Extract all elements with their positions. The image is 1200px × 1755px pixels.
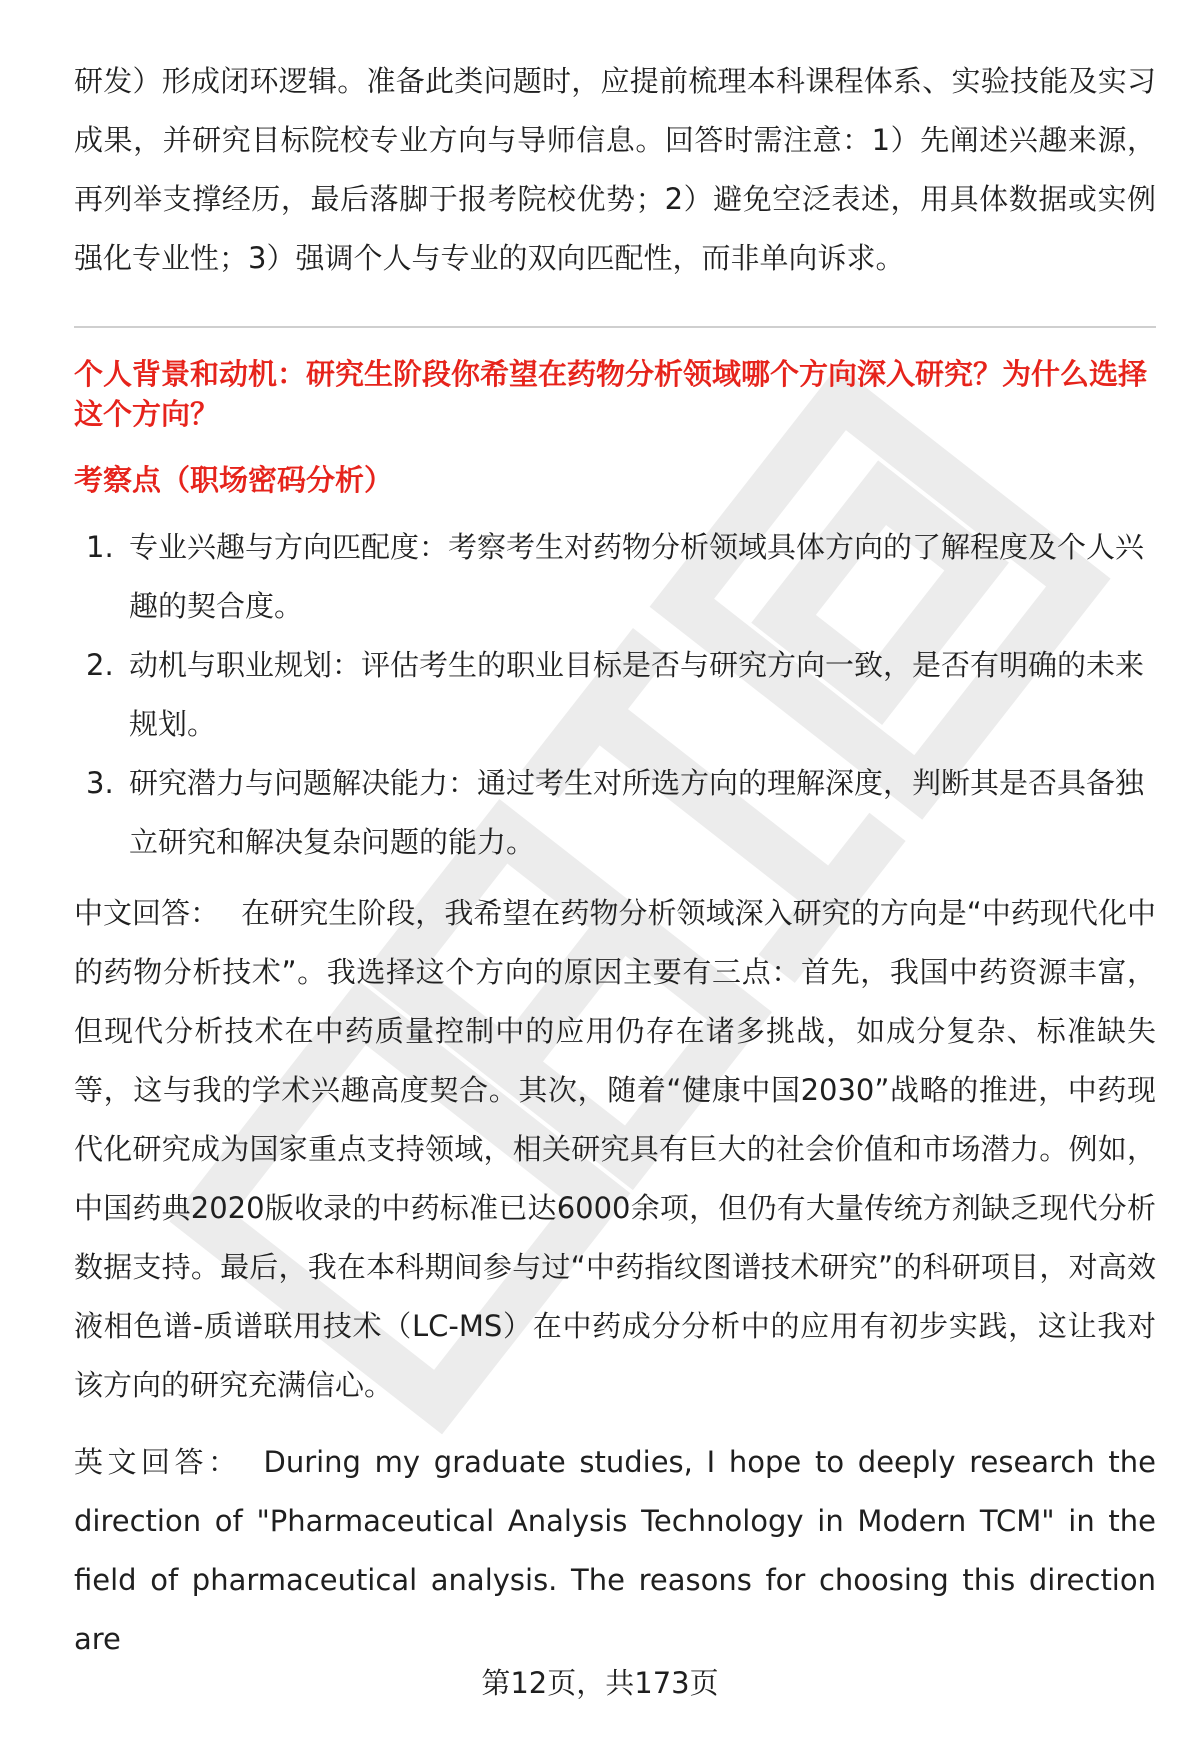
english-answer <box>74 1433 1156 1669</box>
exam-points-list <box>74 518 1156 872</box>
question-heading: 个人背景和动机：研究生阶段你希望在药物分析领域哪个方向深入研究？为什么选择这个方向？ <box>74 357 1148 431</box>
list-item-number: 2. <box>86 648 114 682</box>
exam-points-heading: 考察点（职场密码分析） <box>74 463 394 497</box>
list-item <box>74 518 1156 636</box>
list-item-text: 专业兴趣与方向匹配度：考察考生对药物分析领域具体方向的了解程度及个人兴趣的契合度。 <box>129 530 1145 623</box>
list-item <box>74 754 1156 872</box>
list-item-text: 研究潜力与问题解决能力：通过考生对所选方向的理解深度，判断其是否具备独立研究和解决复杂问题的能力。 <box>129 766 1145 859</box>
list-item-number: 1. <box>86 530 114 564</box>
section-divider <box>74 326 1156 328</box>
chinese-answer-text: 在研究生阶段，我希望在药物分析领域深入研究的方向是“中药现代化中的药物分析技术”。我选择这个方向的原因主要有三点：首先，我国中药资源丰富，但现代分析技术在中药质量控制中的应用仍存在诸多挑战，如成分复杂、标准缺失等，这与我的学术兴趣高度契合。其次，随着“健康中国2030”战略的推进，中药现代化研究成为国家重点支持领域，相关研究具有巨大的社会价值和市场潜力。例如，中国药典2020版收录的中药标准已达6000余项，但仍有大量传统方剂缺乏现代分析数据支持。最后，我在本科期间参与过“中药指纹图谱技术研究”的科研项目，对高效液相色谱-质谱联用技术（LC-MS）在中药成分分析中的应用有初步实践，这让我对该方向的研究充满信心。 <box>74 896 1156 1402</box>
chinese-answer-label: 中文回答： <box>74 896 220 930</box>
intro-paragraph: 研发）形成闭环逻辑。准备此类问题时，应提前梳理本科课程体系、实验技能及实习成果，并研究目标院校专业方向与导师信息。回答时需注意：1）先阐述兴趣来源，再列举支撑经历，最后落脚于报考院校优势；2）避免空泛表述，用具体数据或实例强化专业性；3）强调个人与专业的双向匹配性，而非单向诉求。 <box>74 64 1156 275</box>
english-answer-label: 英文回答： <box>74 1445 242 1479</box>
english-answer-text: During my graduate studies, I hope to deeply research the direction of "Pharmaceutical Analysis Technology in Modern TCM" in the field of pharmaceutical analysis. The reasons for choosing this direction are <box>74 1445 1156 1656</box>
chinese-answer <box>74 884 1156 1415</box>
list-item-number: 3. <box>86 766 114 800</box>
list-item-text: 动机与职业规划：评估考生的职业目标是否与研究方向一致，是否有明确的未来规划。 <box>129 648 1145 741</box>
list-item <box>74 636 1156 754</box>
page-content <box>74 52 1156 1669</box>
page-footer: 第12页，共173页 <box>481 1666 719 1700</box>
